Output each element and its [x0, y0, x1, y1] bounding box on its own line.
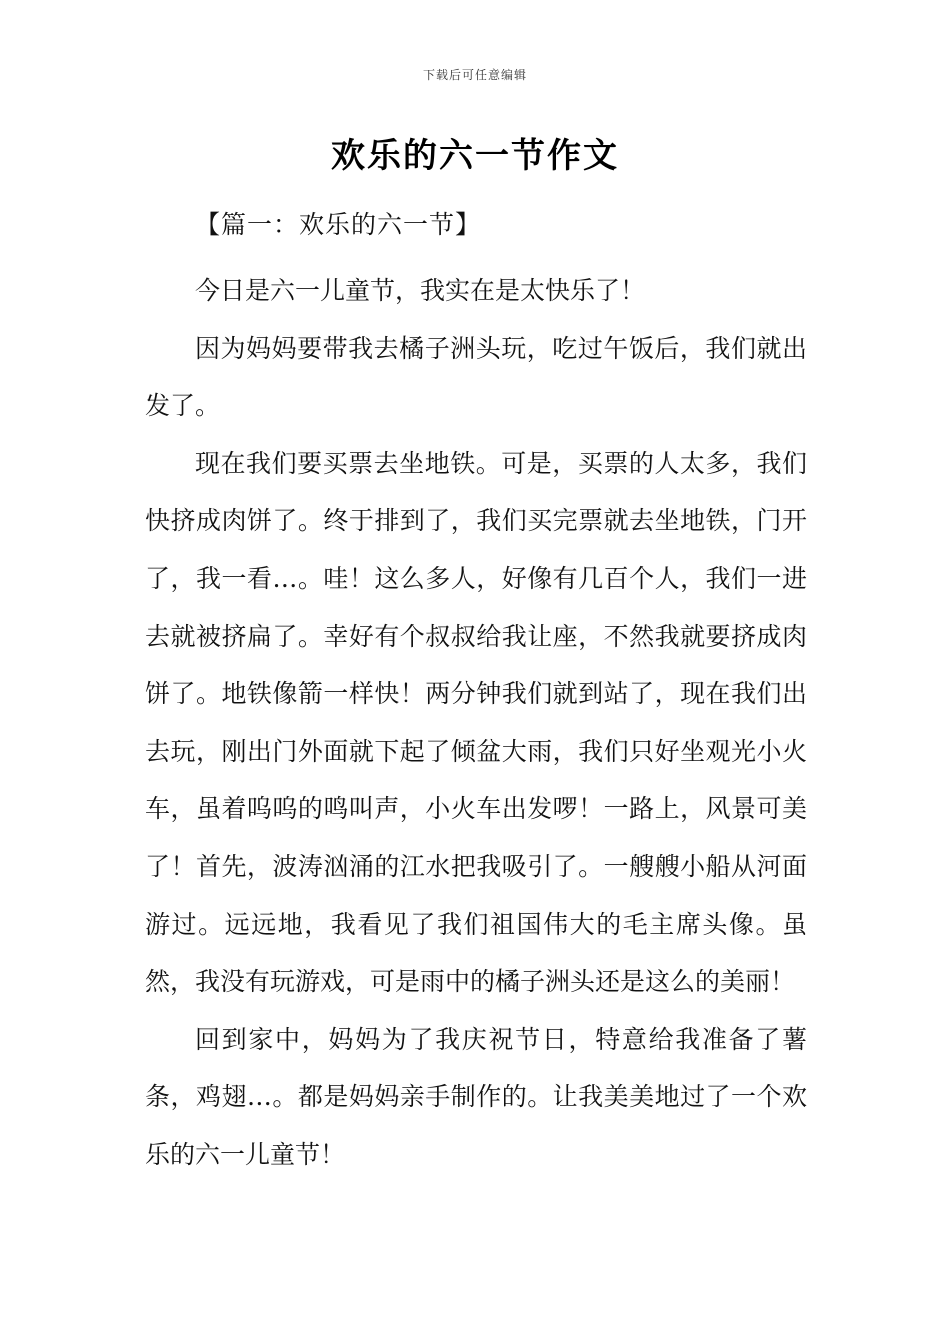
paragraph: 现在我们要买票去坐地铁。可是，买票的人太多，我们快挤成肉饼了。终于排到了，我们买完票就去坐地铁，门开了，我一看…。哇！这么多人，好像有几百个人，我们一进去就被挤扁了。幸好有个叔叔给我让座，不然我就要挤成肉饼了。地铁像箭一样快！两分钟我们就到站了，现在我们出去玩，刚出门外面就下起了倾盆大雨，我们只好坐观光小火车，虽着呜呜的鸣叫声，小火车出发啰！一路上，风景可美了！首先，波涛汹涌的江水把我吸引了。一艘艘小船从河面游过。远远地，我看见了我们祖国伟大的毛主席头像。虽然，我没有玩游戏，可是雨中的橘子洲头还是这么的美丽！ [145, 448, 807, 997]
paragraph: 回到家中，妈妈为了我庆祝节日，特意给我准备了薯条，鸡翅…。都是妈妈亲手制作的。让我美美地过了一个欢乐的六一儿童节！ [145, 1024, 807, 1169]
header-note: 下载后可任意编辑 [422, 68, 527, 82]
paragraph: 因为妈妈要带我去橘子洲头玩，吃过午饭后，我们就出发了。 [145, 333, 807, 421]
document-title: 欢乐的六一节作文 [331, 136, 619, 176]
section-heading: 【篇一：欢乐的六一节】 [195, 210, 482, 239]
paragraph: 今日是六一儿童节，我实在是太快乐了！ [195, 276, 646, 305]
essay-body [145, 262, 807, 1184]
